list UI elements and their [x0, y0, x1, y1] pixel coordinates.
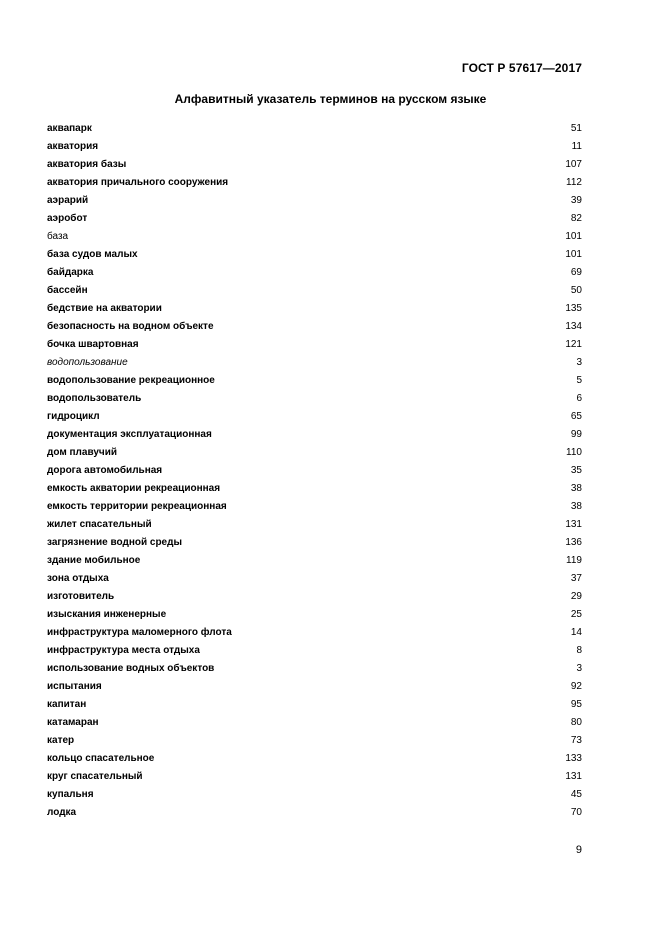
index-page-ref: 45: [570, 789, 582, 800]
index-term: катамаран: [47, 717, 99, 728]
index-term: бедствие на акватории: [47, 303, 162, 314]
index-term: катер: [47, 735, 75, 746]
index-term: дом плавучий: [47, 447, 118, 458]
index-term: водопользование: [47, 357, 128, 368]
index-page-ref: 112: [566, 177, 582, 188]
index-page-ref: 51: [570, 123, 582, 134]
index-entry: [47, 354, 582, 372]
index-term: акватория: [47, 141, 99, 152]
index-page-ref: 5: [576, 375, 582, 386]
index-term: база судов малых: [47, 249, 138, 260]
index-entry: [47, 804, 582, 822]
index-page-ref: 70: [570, 807, 582, 818]
page-number: 9: [575, 844, 582, 856]
index-page-ref: 3: [576, 663, 582, 674]
index-page-ref: 37: [570, 573, 582, 584]
document-code: ГОСТ Р 57617—2017: [461, 61, 582, 75]
index-entry: [47, 174, 582, 192]
index-entry: [47, 336, 582, 354]
index-entry: [47, 642, 582, 660]
index-page-ref: 6: [576, 393, 582, 404]
index-entry: [47, 264, 582, 282]
index-entry: [47, 534, 582, 552]
index-term: капитан: [47, 699, 87, 710]
index-entry: [47, 318, 582, 336]
index-entry: [47, 714, 582, 732]
index-page-ref: 8: [576, 645, 582, 656]
index-page-ref: 73: [570, 735, 582, 746]
index-page-ref: 101: [565, 249, 582, 260]
index-page-ref: 50: [570, 285, 582, 296]
index-entry: [47, 300, 582, 318]
index-term: загрязнение водной среды: [47, 537, 183, 548]
index-page-ref: 82: [570, 213, 582, 224]
index-entry: [47, 786, 582, 804]
index-entry: [47, 624, 582, 642]
index-term: изыскания инженерные: [47, 609, 167, 620]
index-term: бассейн: [47, 285, 88, 296]
index-entry: [47, 768, 582, 786]
index-page-ref: 25: [570, 609, 582, 620]
index-entry: [47, 282, 582, 300]
index-entry: [47, 228, 582, 246]
index-term: круг спасательный: [47, 771, 143, 782]
index-term: здание мобильное: [47, 555, 141, 566]
index-term: документация эксплуатационная: [47, 429, 212, 440]
index-page-ref: 14: [570, 627, 582, 638]
index-entry: [47, 588, 582, 606]
index-entry: [47, 678, 582, 696]
index-entry: [47, 156, 582, 174]
index-term: аэробот: [47, 213, 88, 224]
index-page-ref: 92: [570, 681, 582, 692]
index-term: водопользование рекреационное: [47, 375, 215, 386]
index-term: водопользователь: [47, 393, 142, 404]
index-term: испытания: [47, 681, 102, 692]
index-entry: [47, 462, 582, 480]
index-page-ref: 107: [565, 159, 582, 170]
index-page-ref: 38: [570, 501, 582, 512]
index-term: акватория базы: [47, 159, 127, 170]
index-page-ref: 101: [565, 231, 582, 242]
index-page-ref: 133: [565, 753, 582, 764]
index-entry: [47, 408, 582, 426]
index-term: использование водных объектов: [47, 663, 215, 674]
index-entry: [47, 390, 582, 408]
index-term: емкость акватории рекреационная: [47, 483, 221, 494]
index-entry: [47, 210, 582, 228]
index-entry: [47, 120, 582, 138]
index-entry: [47, 372, 582, 390]
index-term: инфраструктура места отдыха: [47, 645, 200, 656]
index-term: инфраструктура маломерного флота: [47, 627, 232, 638]
index-page-ref: 39: [570, 195, 582, 206]
index-entry: [47, 606, 582, 624]
index-term: акватория причального сооружения: [47, 177, 229, 188]
index-title: Алфавитный указатель терминов на русском языке: [174, 92, 487, 106]
index-page-ref: 65: [570, 411, 582, 422]
index-entry: [47, 696, 582, 714]
index-page-ref: 131: [565, 519, 582, 530]
index-term: кольцо спасательное: [47, 753, 155, 764]
index-page-ref: 69: [570, 267, 582, 278]
index-term: изготовитель: [47, 591, 115, 602]
index-page-ref: 136: [565, 537, 582, 548]
index-page-ref: 131: [565, 771, 582, 782]
index-term: аэрарий: [47, 195, 89, 206]
index-page-ref: 121: [565, 339, 582, 350]
index-term: аквапарк: [47, 123, 92, 134]
index-entry: [47, 660, 582, 678]
index-entry: [47, 570, 582, 588]
index-entry: [47, 246, 582, 264]
index-entry: [47, 552, 582, 570]
index-term: байдарка: [47, 267, 94, 278]
index-term: лодка: [47, 807, 77, 818]
index-entry: [47, 426, 582, 444]
index-page-ref: 38: [570, 483, 582, 494]
index-entry: [47, 138, 582, 156]
index-term: база: [47, 231, 69, 242]
index-entry: [47, 444, 582, 462]
index-page-ref: 135: [565, 303, 582, 314]
index-term: зона отдыха: [47, 573, 109, 584]
index-page-ref: 95: [570, 699, 582, 710]
index-entry: [47, 516, 582, 534]
index-term: бочка швартовная: [47, 339, 139, 350]
index-page-ref: 29: [570, 591, 582, 602]
index-page-ref: 99: [570, 429, 582, 440]
index-term: жилет спасательный: [47, 519, 152, 530]
index-entry: [47, 498, 582, 516]
index-page-ref: 110: [566, 447, 582, 458]
index-page-ref: 80: [570, 717, 582, 728]
index-page-ref: 11: [571, 141, 582, 152]
index-term: купальня: [47, 789, 94, 800]
index-term: емкость территории рекреационная: [47, 501, 227, 512]
index-entry: [47, 192, 582, 210]
index-page-ref: 134: [565, 321, 582, 332]
index-term: безопасность на водном объекте: [47, 321, 214, 332]
index-entry: [47, 750, 582, 768]
index-page-ref: 3: [576, 357, 582, 368]
term-index-list: [47, 120, 582, 822]
index-term: гидроцикл: [47, 411, 100, 422]
index-term: дорога автомобильная: [47, 465, 163, 476]
index-entry: [47, 480, 582, 498]
index-page-ref: 35: [570, 465, 582, 476]
index-entry: [47, 732, 582, 750]
index-page-ref: 119: [566, 555, 582, 566]
